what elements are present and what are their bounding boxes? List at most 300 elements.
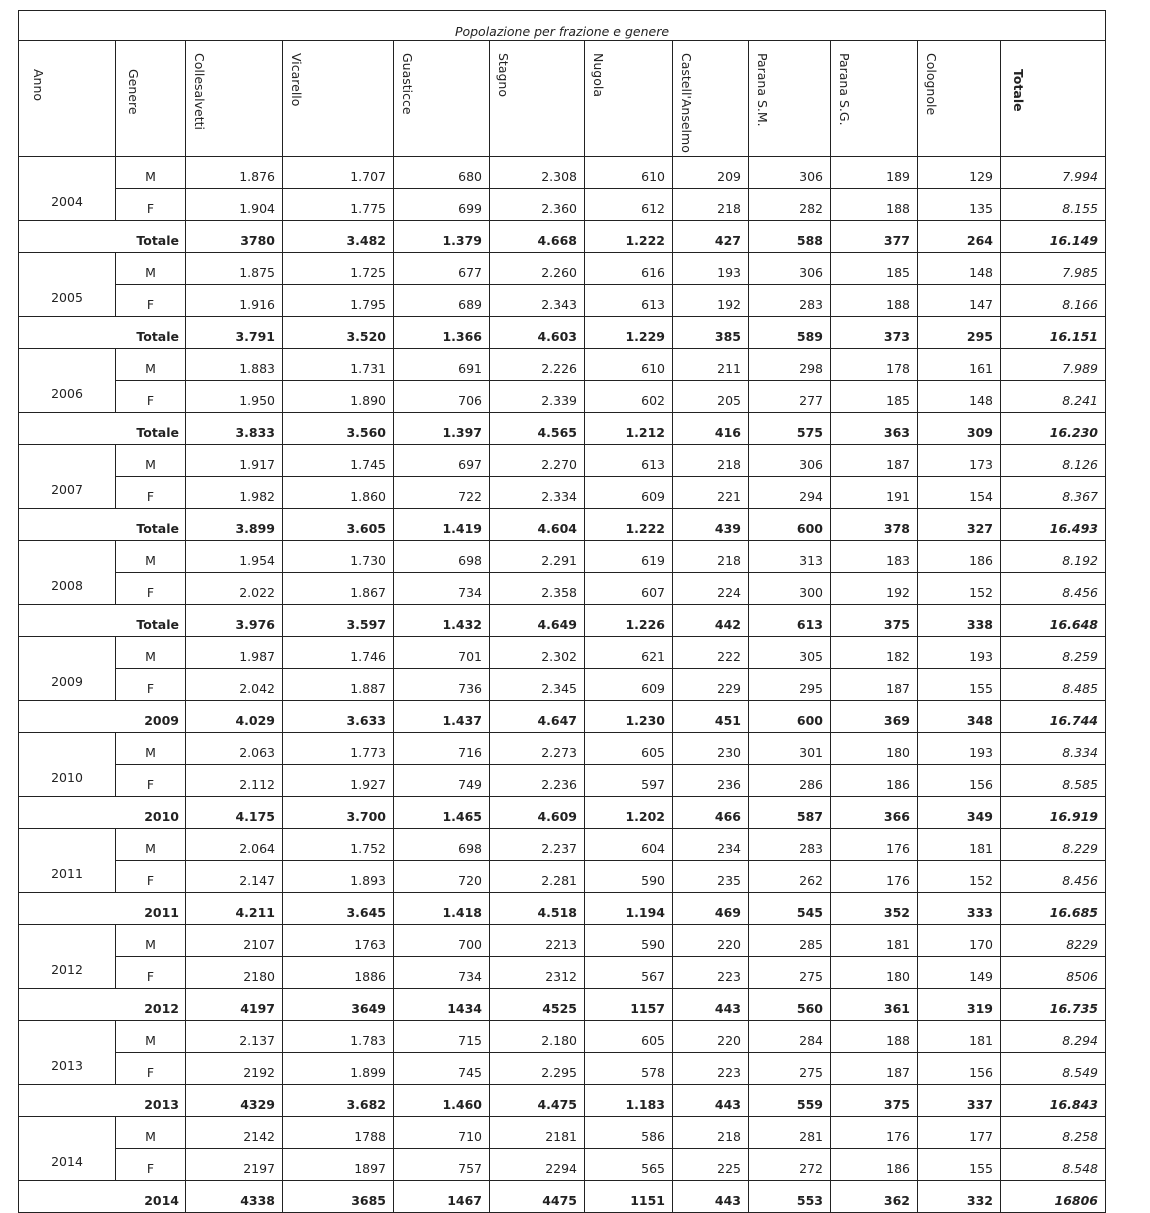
year-cell: 2009 xyxy=(19,636,116,700)
table-cell: 619 xyxy=(585,540,673,572)
table-cell: 559 xyxy=(749,1084,831,1116)
header-vicarello xyxy=(283,41,394,157)
table-cell: 211 xyxy=(673,348,749,380)
table-cell: 3.700 xyxy=(283,796,394,828)
table-cell: 7.989 xyxy=(1001,348,1106,380)
year-cell: 2008 xyxy=(19,540,116,604)
table-cell: 560 xyxy=(749,988,831,1020)
table-cell: 3.899 xyxy=(186,508,283,540)
table-cell: 193 xyxy=(673,252,749,284)
gender-cell: F xyxy=(116,1052,186,1084)
year-cell: 2005 xyxy=(19,252,116,316)
table-cell: 373 xyxy=(831,316,918,348)
table-cell: 220 xyxy=(673,924,749,956)
table-cell: 313 xyxy=(749,540,831,572)
table-cell: 1.890 xyxy=(283,380,394,412)
table-cell: 605 xyxy=(585,732,673,764)
table-row-female xyxy=(19,380,1106,412)
table-cell: 8.294 xyxy=(1001,1020,1106,1052)
gender-cell: M xyxy=(116,156,186,188)
header-nugola xyxy=(585,41,673,157)
table-row-female xyxy=(19,1052,1106,1084)
year-cell: 2013 xyxy=(19,1020,116,1084)
table-row-male xyxy=(19,540,1106,572)
table-cell: 16.685 xyxy=(1001,892,1106,924)
gender-cell: M xyxy=(116,732,186,764)
total-label-cell: 2013 xyxy=(116,1084,186,1116)
table-cell: 2.343 xyxy=(490,284,585,316)
header-label: Parana S.M. xyxy=(755,53,770,127)
table-row-female xyxy=(19,764,1106,796)
table-cell: 3.791 xyxy=(186,316,283,348)
table-cell: 1.230 xyxy=(585,700,673,732)
gender-cell: F xyxy=(116,1148,186,1180)
table-row-male xyxy=(19,348,1106,380)
table-cell: 135 xyxy=(918,188,1001,220)
table-cell: 378 xyxy=(831,508,918,540)
table-cell: 205 xyxy=(673,380,749,412)
table-cell: 1788 xyxy=(283,1116,394,1148)
table-cell: 2.295 xyxy=(490,1052,585,1084)
table-cell: 466 xyxy=(673,796,749,828)
table-cell: 586 xyxy=(585,1116,673,1148)
table-row-total xyxy=(19,892,1106,924)
header-label: Vicarello xyxy=(289,53,304,107)
header-label: Guasticce xyxy=(400,53,415,115)
table-cell: 1151 xyxy=(585,1180,673,1212)
table-cell: 610 xyxy=(585,348,673,380)
table-row-male xyxy=(19,156,1106,188)
table-cell: 306 xyxy=(749,252,831,284)
table-cell: 8.485 xyxy=(1001,668,1106,700)
table-cell: 706 xyxy=(394,380,490,412)
table-cell: 3.645 xyxy=(283,892,394,924)
table-row-female xyxy=(19,860,1106,892)
table-cell: 621 xyxy=(585,636,673,668)
table-cell: 180 xyxy=(831,956,918,988)
table-cell: 369 xyxy=(831,700,918,732)
blank-cell xyxy=(19,604,116,636)
table-cell: 4475 xyxy=(490,1180,585,1212)
table-cell: 16.230 xyxy=(1001,412,1106,444)
table-cell: 1.460 xyxy=(394,1084,490,1116)
gender-cell: M xyxy=(116,444,186,476)
table-cell: 4.668 xyxy=(490,220,585,252)
header-label: Castell'Anselmo xyxy=(679,53,694,153)
table-cell: 1434 xyxy=(394,988,490,1020)
blank-cell xyxy=(19,412,116,444)
table-cell: 8.155 xyxy=(1001,188,1106,220)
table-cell: 3685 xyxy=(283,1180,394,1212)
table-cell: 2192 xyxy=(186,1052,283,1084)
table-cell: 264 xyxy=(918,220,1001,252)
year-cell: 2010 xyxy=(19,732,116,796)
header-castell-anselmo xyxy=(673,41,749,157)
table-cell: 185 xyxy=(831,252,918,284)
table-cell: 16.493 xyxy=(1001,508,1106,540)
table-cell: 272 xyxy=(749,1148,831,1180)
table-cell: 1763 xyxy=(283,924,394,956)
table-cell: 8.549 xyxy=(1001,1052,1106,1084)
table-cell: 589 xyxy=(749,316,831,348)
table-cell: 295 xyxy=(918,316,1001,348)
table-cell: 697 xyxy=(394,444,490,476)
header-label: Parana S.G. xyxy=(837,53,852,126)
table-cell: 1.883 xyxy=(186,348,283,380)
table-cell: 16.919 xyxy=(1001,796,1106,828)
table-cell: 349 xyxy=(918,796,1001,828)
table-row-male xyxy=(19,1116,1106,1148)
table-cell: 2.112 xyxy=(186,764,283,796)
table-cell: 333 xyxy=(918,892,1001,924)
table-cell: 176 xyxy=(831,1116,918,1148)
table-cell: 186 xyxy=(831,1148,918,1180)
population-table xyxy=(18,10,1106,1213)
gender-cell: F xyxy=(116,668,186,700)
gender-cell: F xyxy=(116,188,186,220)
table-cell: 1897 xyxy=(283,1148,394,1180)
table-cell: 348 xyxy=(918,700,1001,732)
table-cell: 181 xyxy=(918,1020,1001,1052)
table-cell: 191 xyxy=(831,476,918,508)
table-cell: 16.151 xyxy=(1001,316,1106,348)
table-cell: 193 xyxy=(918,732,1001,764)
table-cell: 327 xyxy=(918,508,1001,540)
table-cell: 677 xyxy=(394,252,490,284)
table-cell: 188 xyxy=(831,284,918,316)
table-cell: 605 xyxy=(585,1020,673,1052)
year-cell: 2006 xyxy=(19,348,116,412)
gender-cell: M xyxy=(116,540,186,572)
table-cell: 1.745 xyxy=(283,444,394,476)
table-cell: 1.987 xyxy=(186,636,283,668)
table-cell: 745 xyxy=(394,1052,490,1084)
header-label: Stagno xyxy=(496,53,511,98)
blank-cell xyxy=(19,508,116,540)
table-cell: 2.147 xyxy=(186,860,283,892)
table-cell: 286 xyxy=(749,764,831,796)
table-cell: 4.604 xyxy=(490,508,585,540)
table-cell: 181 xyxy=(918,828,1001,860)
gender-cell: M xyxy=(116,828,186,860)
table-cell: 700 xyxy=(394,924,490,956)
total-label-cell: 2012 xyxy=(116,988,186,1020)
table-cell: 187 xyxy=(831,1052,918,1084)
table-cell: 4.175 xyxy=(186,796,283,828)
table-cell: 209 xyxy=(673,156,749,188)
table-cell: 613 xyxy=(585,444,673,476)
table-cell: 4.029 xyxy=(186,700,283,732)
table-cell: 8.192 xyxy=(1001,540,1106,572)
table-row-total xyxy=(19,1084,1106,1116)
gender-cell: F xyxy=(116,956,186,988)
blank-cell xyxy=(19,700,116,732)
table-row-total xyxy=(19,988,1106,1020)
table-cell: 607 xyxy=(585,572,673,604)
table-cell: 2213 xyxy=(490,924,585,956)
table-cell: 7.985 xyxy=(1001,252,1106,284)
table-cell: 689 xyxy=(394,284,490,316)
table-cell: 716 xyxy=(394,732,490,764)
table-cell: 1.917 xyxy=(186,444,283,476)
table-cell: 699 xyxy=(394,188,490,220)
blank-cell xyxy=(19,988,116,1020)
table-cell: 1.202 xyxy=(585,796,673,828)
table-cell: 3.482 xyxy=(283,220,394,252)
table-cell: 3.605 xyxy=(283,508,394,540)
table-cell: 443 xyxy=(673,1180,749,1212)
table-cell: 4.475 xyxy=(490,1084,585,1116)
table-cell: 3.633 xyxy=(283,700,394,732)
table-cell: 442 xyxy=(673,604,749,636)
table-cell: 234 xyxy=(673,828,749,860)
table-cell: 225 xyxy=(673,1148,749,1180)
gender-cell: F xyxy=(116,764,186,796)
table-cell: 1.950 xyxy=(186,380,283,412)
table-cell: 305 xyxy=(749,636,831,668)
blank-cell xyxy=(19,316,116,348)
table-cell: 375 xyxy=(831,1084,918,1116)
table-cell: 610 xyxy=(585,156,673,188)
year-cell: 2004 xyxy=(19,156,116,220)
table-cell: 186 xyxy=(831,764,918,796)
table-cell: 2.360 xyxy=(490,188,585,220)
table-cell: 1.229 xyxy=(585,316,673,348)
table-cell: 182 xyxy=(831,636,918,668)
table-cell: 4329 xyxy=(186,1084,283,1116)
table-cell: 178 xyxy=(831,348,918,380)
table-cell: 469 xyxy=(673,892,749,924)
blank-cell xyxy=(19,892,116,924)
table-row-male xyxy=(19,828,1106,860)
table-cell: 192 xyxy=(831,572,918,604)
table-cell: 8.126 xyxy=(1001,444,1106,476)
table-cell: 16.149 xyxy=(1001,220,1106,252)
table-cell: 1.916 xyxy=(186,284,283,316)
total-label-cell: Totale xyxy=(116,508,186,540)
table-cell: 416 xyxy=(673,412,749,444)
table-cell: 1.795 xyxy=(283,284,394,316)
table-cell: 1.773 xyxy=(283,732,394,764)
table-cell: 8.241 xyxy=(1001,380,1106,412)
table-row-total xyxy=(19,508,1106,540)
table-cell: 262 xyxy=(749,860,831,892)
table-cell: 602 xyxy=(585,380,673,412)
header-guasticce xyxy=(394,41,490,157)
total-label-cell: 2014 xyxy=(116,1180,186,1212)
table-cell: 361 xyxy=(831,988,918,1020)
year-cell: 2011 xyxy=(19,828,116,892)
table-cell: 2180 xyxy=(186,956,283,988)
table-cell: 3.682 xyxy=(283,1084,394,1116)
blank-cell xyxy=(19,220,116,252)
table-cell: 148 xyxy=(918,380,1001,412)
gender-cell: F xyxy=(116,476,186,508)
table-cell: 701 xyxy=(394,636,490,668)
table-cell: 170 xyxy=(918,924,1001,956)
header-label: Genere xyxy=(126,69,141,115)
header-collesalvetti xyxy=(186,41,283,157)
header-label: Colognole xyxy=(924,53,939,116)
table-cell: 578 xyxy=(585,1052,673,1084)
gender-cell: F xyxy=(116,380,186,412)
table-cell: 8.548 xyxy=(1001,1148,1106,1180)
table-cell: 1.904 xyxy=(186,188,283,220)
table-cell: 306 xyxy=(749,156,831,188)
table-cell: 301 xyxy=(749,732,831,764)
table-cell: 427 xyxy=(673,220,749,252)
table-cell: 604 xyxy=(585,828,673,860)
table-cell: 1.418 xyxy=(394,892,490,924)
table-cell: 147 xyxy=(918,284,1001,316)
table-cell: 616 xyxy=(585,252,673,284)
table-cell: 7.994 xyxy=(1001,156,1106,188)
table-cell: 385 xyxy=(673,316,749,348)
table-row-female xyxy=(19,572,1106,604)
table-cell: 4197 xyxy=(186,988,283,1020)
table-cell: 223 xyxy=(673,956,749,988)
table-row-total xyxy=(19,316,1106,348)
table-cell: 2142 xyxy=(186,1116,283,1148)
header-anno xyxy=(19,41,116,157)
table-cell: 691 xyxy=(394,348,490,380)
table-cell: 545 xyxy=(749,892,831,924)
table-cell: 149 xyxy=(918,956,1001,988)
table-cell: 715 xyxy=(394,1020,490,1052)
table-cell: 1.893 xyxy=(283,860,394,892)
table-cell: 2107 xyxy=(186,924,283,956)
header-parana-sg xyxy=(831,41,918,157)
table-cell: 2.302 xyxy=(490,636,585,668)
table-cell: 176 xyxy=(831,828,918,860)
table-cell: 352 xyxy=(831,892,918,924)
header-colognole xyxy=(918,41,1001,157)
table-cell: 680 xyxy=(394,156,490,188)
blank-cell xyxy=(19,796,116,828)
table-cell: 284 xyxy=(749,1020,831,1052)
table-cell: 4.647 xyxy=(490,700,585,732)
table-cell: 218 xyxy=(673,188,749,220)
total-label-cell: Totale xyxy=(116,220,186,252)
table-cell: 156 xyxy=(918,764,1001,796)
table-cell: 1.876 xyxy=(186,156,283,188)
table-cell: 1.419 xyxy=(394,508,490,540)
table-cell: 2294 xyxy=(490,1148,585,1180)
table-cell: 180 xyxy=(831,732,918,764)
table-cell: 567 xyxy=(585,956,673,988)
table-cell: 129 xyxy=(918,156,1001,188)
total-label-cell: 2011 xyxy=(116,892,186,924)
table-cell: 612 xyxy=(585,188,673,220)
table-cell: 152 xyxy=(918,572,1001,604)
table-cell: 338 xyxy=(918,604,1001,636)
table-cell: 8.334 xyxy=(1001,732,1106,764)
table-cell: 1.954 xyxy=(186,540,283,572)
table-cell: 285 xyxy=(749,924,831,956)
table-cell: 734 xyxy=(394,956,490,988)
table-cell: 221 xyxy=(673,476,749,508)
table-cell: 155 xyxy=(918,1148,1001,1180)
table-cell: 1.730 xyxy=(283,540,394,572)
table-cell: 1.226 xyxy=(585,604,673,636)
table-row-total xyxy=(19,1180,1106,1212)
table-cell: 443 xyxy=(673,988,749,1020)
table-cell: 587 xyxy=(749,796,831,828)
table-cell: 4.518 xyxy=(490,892,585,924)
table-cell: 2197 xyxy=(186,1148,283,1180)
table-cell: 236 xyxy=(673,764,749,796)
table-cell: 3.597 xyxy=(283,604,394,636)
table-cell: 8.229 xyxy=(1001,828,1106,860)
table-cell: 300 xyxy=(749,572,831,604)
table-cell: 4525 xyxy=(490,988,585,1020)
table-cell: 185 xyxy=(831,380,918,412)
table-cell: 736 xyxy=(394,668,490,700)
table-cell: 275 xyxy=(749,1052,831,1084)
table-cell: 1.465 xyxy=(394,796,490,828)
table-cell: 218 xyxy=(673,540,749,572)
table-cell: 2.022 xyxy=(186,572,283,604)
table-cell: 282 xyxy=(749,188,831,220)
table-cell: 4.649 xyxy=(490,604,585,636)
table-row-female xyxy=(19,284,1106,316)
table-cell: 3.833 xyxy=(186,412,283,444)
blank-cell xyxy=(19,1084,116,1116)
table-cell: 16806 xyxy=(1001,1180,1106,1212)
gender-cell: F xyxy=(116,284,186,316)
table-cell: 8.367 xyxy=(1001,476,1106,508)
table-cell: 1157 xyxy=(585,988,673,1020)
table-cell: 2.281 xyxy=(490,860,585,892)
table-cell: 1.783 xyxy=(283,1020,394,1052)
table-cell: 2.291 xyxy=(490,540,585,572)
table-cell: 229 xyxy=(673,668,749,700)
table-cell: 1.875 xyxy=(186,252,283,284)
table-cell: 1.860 xyxy=(283,476,394,508)
table-cell: 1.731 xyxy=(283,348,394,380)
table-cell: 16.735 xyxy=(1001,988,1106,1020)
table-cell: 698 xyxy=(394,540,490,572)
total-label-cell: 2009 xyxy=(116,700,186,732)
table-cell: 1.366 xyxy=(394,316,490,348)
table-cell: 1.397 xyxy=(394,412,490,444)
table-cell: 8.258 xyxy=(1001,1116,1106,1148)
table-cell: 161 xyxy=(918,348,1001,380)
table-row-total xyxy=(19,700,1106,732)
table-cell: 1.746 xyxy=(283,636,394,668)
table-cell: 218 xyxy=(673,1116,749,1148)
header-genere xyxy=(116,41,186,157)
table-row-female xyxy=(19,188,1106,220)
table-row-total xyxy=(19,796,1106,828)
header-label: Totale xyxy=(1011,69,1026,112)
table-cell: 156 xyxy=(918,1052,1001,1084)
table-cell: 218 xyxy=(673,444,749,476)
table-cell: 698 xyxy=(394,828,490,860)
table-cell: 1.437 xyxy=(394,700,490,732)
table-cell: 2181 xyxy=(490,1116,585,1148)
table-cell: 235 xyxy=(673,860,749,892)
table-row-total xyxy=(19,604,1106,636)
table-cell: 283 xyxy=(749,828,831,860)
table-cell: 2.308 xyxy=(490,156,585,188)
table-cell: 16.843 xyxy=(1001,1084,1106,1116)
table-cell: 451 xyxy=(673,700,749,732)
table-cell: 722 xyxy=(394,476,490,508)
table-cell: 16.648 xyxy=(1001,604,1106,636)
table-cell: 8.456 xyxy=(1001,860,1106,892)
table-cell: 1.194 xyxy=(585,892,673,924)
